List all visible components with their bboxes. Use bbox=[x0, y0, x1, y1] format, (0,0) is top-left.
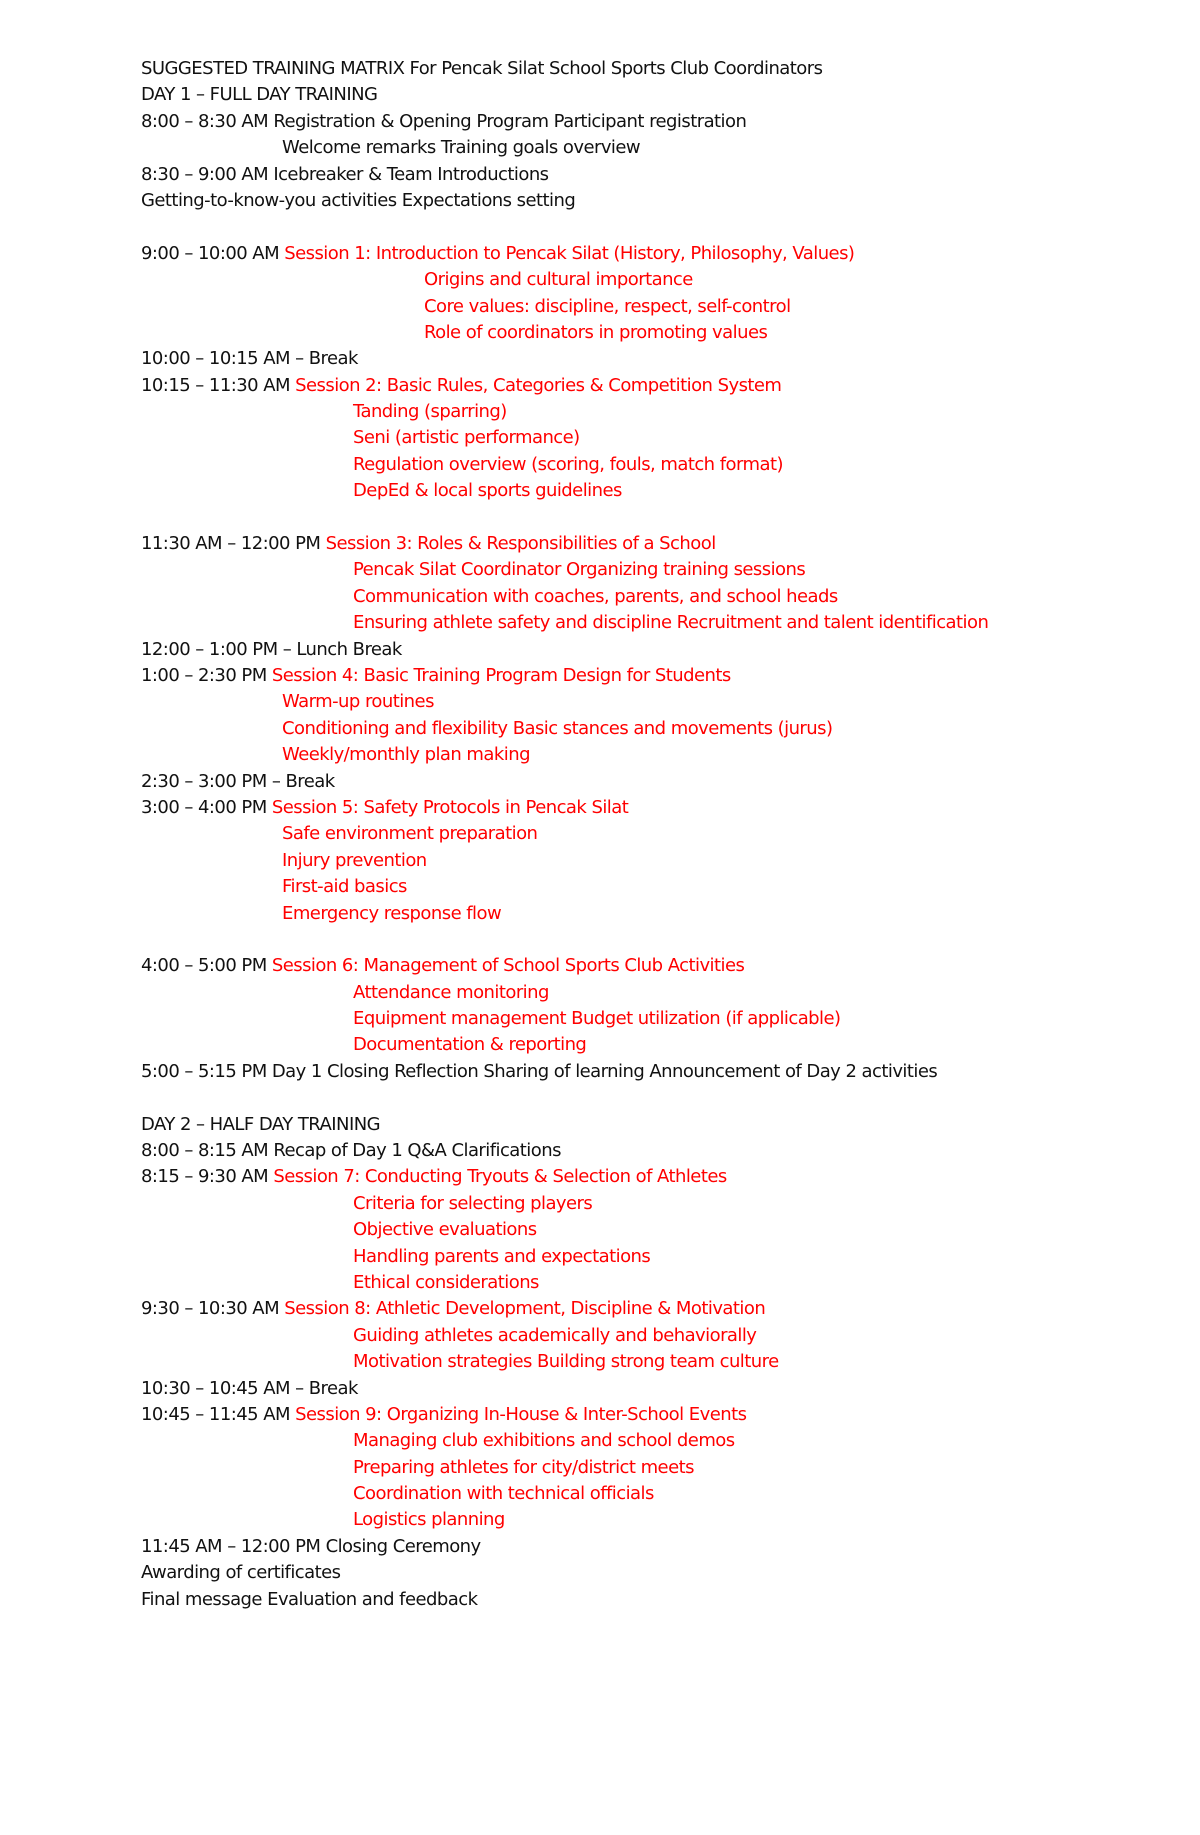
icebreaker-detail: Getting-to-know-you activities Expectations setting bbox=[141, 189, 576, 211]
activity: Registration & Opening Program Participant registration bbox=[273, 110, 747, 132]
session-9-item: Preparing athletes for city/district meets bbox=[353, 1456, 694, 1478]
session-1-item: Role of coordinators in promoting values bbox=[424, 321, 768, 343]
session-2-item: DepEd & local sports guidelines bbox=[353, 480, 622, 502]
closing-ceremony-row: 11:45 AM – 12:00 PM Closing Ceremony bbox=[141, 1535, 481, 1557]
session-5-item: Safe environment preparation bbox=[282, 823, 538, 845]
awards-row: Awarding of certificates bbox=[141, 1562, 341, 1584]
session-7-item: Criteria for selecting players bbox=[353, 1192, 593, 1214]
session-5-item: First-aid basics bbox=[282, 876, 407, 898]
session-6-row bbox=[141, 953, 1181, 979]
lunch-row: 12:00 – 1:00 PM – Lunch Break bbox=[141, 638, 402, 660]
session-3-item: Communication with coaches, parents, and school heads bbox=[353, 585, 838, 607]
session-5-row bbox=[141, 795, 1181, 821]
session-2-item: Tanding (sparring) bbox=[353, 401, 507, 423]
session-8-item: Guiding athletes academically and behaviorally bbox=[353, 1324, 757, 1346]
blank-line bbox=[141, 505, 1181, 531]
session-5-item: Injury prevention bbox=[282, 849, 427, 871]
final-message-row: Final message Evaluation and feedback bbox=[141, 1588, 478, 1610]
time: 10:15 – 11:30 AM bbox=[141, 374, 290, 396]
registration-row bbox=[141, 109, 1181, 135]
registration-detail: Welcome remarks Training goals overview bbox=[282, 137, 641, 159]
session-7-item: Handling parents and expectations bbox=[353, 1245, 651, 1267]
blank-line bbox=[141, 1085, 1181, 1111]
activity: Icebreaker & Team Introductions bbox=[273, 163, 549, 185]
time: 8:15 – 9:30 AM bbox=[141, 1166, 269, 1188]
session-4-row bbox=[141, 663, 1181, 689]
session-7-item: Ethical considerations bbox=[353, 1271, 539, 1293]
session-9-row bbox=[141, 1402, 1181, 1428]
break-row: 10:30 – 10:45 AM – Break bbox=[141, 1377, 358, 1399]
session-2-item: Seni (artistic performance) bbox=[353, 427, 580, 449]
break-row: 2:30 – 3:00 PM – Break bbox=[141, 770, 335, 792]
session-title: Session 1: Introduction to Pencak Silat (History, Philosophy, Values) bbox=[284, 242, 855, 264]
day1-closing-row: 5:00 – 5:15 PM Day 1 Closing Reflection Sharing of learning Announcement of Day 2 activities bbox=[141, 1060, 938, 1082]
session-8-row bbox=[141, 1296, 1181, 1322]
blank-line bbox=[141, 927, 1181, 953]
time: 9:00 – 10:00 AM bbox=[141, 242, 280, 264]
icebreaker-row bbox=[141, 162, 1181, 188]
session-1-row bbox=[141, 241, 1181, 267]
blank-line bbox=[141, 214, 1181, 240]
session-4-item: Conditioning and flexibility Basic stances and movements (jurus) bbox=[282, 717, 833, 739]
session-title: Session 7: Conducting Tryouts & Selection of Athletes bbox=[273, 1166, 727, 1188]
session-6-item: Documentation & reporting bbox=[353, 1034, 587, 1056]
document-title: SUGGESTED TRAINING MATRIX For Pencak Silat School Sports Club Coordinators bbox=[141, 58, 823, 79]
session-9-item: Coordination with technical officials bbox=[353, 1483, 654, 1505]
session-title: Session 4: Basic Training Program Design for Students bbox=[271, 664, 731, 686]
session-title: Session 2: Basic Rules, Categories & Competition System bbox=[295, 374, 782, 396]
session-9-item: Managing club exhibitions and school demos bbox=[353, 1430, 735, 1452]
session-2-row bbox=[141, 373, 1181, 399]
session-3-row bbox=[141, 531, 1181, 557]
session-7-row bbox=[141, 1164, 1181, 1190]
time: 8:30 – 9:00 AM bbox=[141, 163, 269, 185]
session-1-item: Core values: discipline, respect, self-control bbox=[424, 295, 791, 317]
time: 10:45 – 11:45 AM bbox=[141, 1403, 290, 1425]
time: 9:30 – 10:30 AM bbox=[141, 1298, 280, 1320]
session-4-item: Warm-up routines bbox=[282, 691, 434, 713]
session-title: Session 3: Roles & Responsibilities of a School bbox=[325, 533, 716, 555]
session-title: Session 8: Athletic Development, Discipline & Motivation bbox=[284, 1298, 766, 1320]
session-8-item: Motivation strategies Building strong team culture bbox=[353, 1351, 779, 1373]
time: 8:00 – 8:30 AM bbox=[141, 110, 269, 132]
session-4-item: Weekly/monthly plan making bbox=[282, 744, 530, 766]
session-3-item: Pencak Silat Coordinator Organizing training sessions bbox=[353, 559, 806, 581]
day2-heading: DAY 2 – HALF DAY TRAINING bbox=[141, 1113, 381, 1135]
session-title: Session 5: Safety Protocols in Pencak Silat bbox=[271, 796, 629, 818]
session-6-item: Attendance monitoring bbox=[353, 981, 549, 1003]
time: 4:00 – 5:00 PM bbox=[141, 955, 267, 977]
session-5-item: Emergency response flow bbox=[282, 902, 502, 924]
session-9-item: Logistics planning bbox=[353, 1509, 505, 1531]
session-title: Session 6: Management of School Sports Club Activities bbox=[271, 955, 745, 977]
document-page bbox=[141, 56, 1181, 1613]
time: 1:00 – 2:30 PM bbox=[141, 664, 267, 686]
day1-heading: DAY 1 – FULL DAY TRAINING bbox=[141, 84, 378, 106]
time: 3:00 – 4:00 PM bbox=[141, 796, 267, 818]
session-6-item: Equipment management Budget utilization (if applicable) bbox=[353, 1008, 841, 1030]
session-3-item: Ensuring athlete safety and discipline Recruitment and talent identification bbox=[353, 612, 989, 634]
session-title: Session 9: Organizing In-House & Inter-School Events bbox=[295, 1403, 747, 1425]
break-row: 10:00 – 10:15 AM – Break bbox=[141, 348, 358, 370]
session-7-item: Objective evaluations bbox=[353, 1219, 537, 1241]
session-2-item: Regulation overview (scoring, fouls, match format) bbox=[353, 453, 783, 475]
time: 11:30 AM – 12:00 PM bbox=[141, 533, 321, 555]
session-1-item: Origins and cultural importance bbox=[424, 269, 693, 291]
recap-row: 8:00 – 8:15 AM Recap of Day 1 Q&A Clarifications bbox=[141, 1140, 561, 1162]
